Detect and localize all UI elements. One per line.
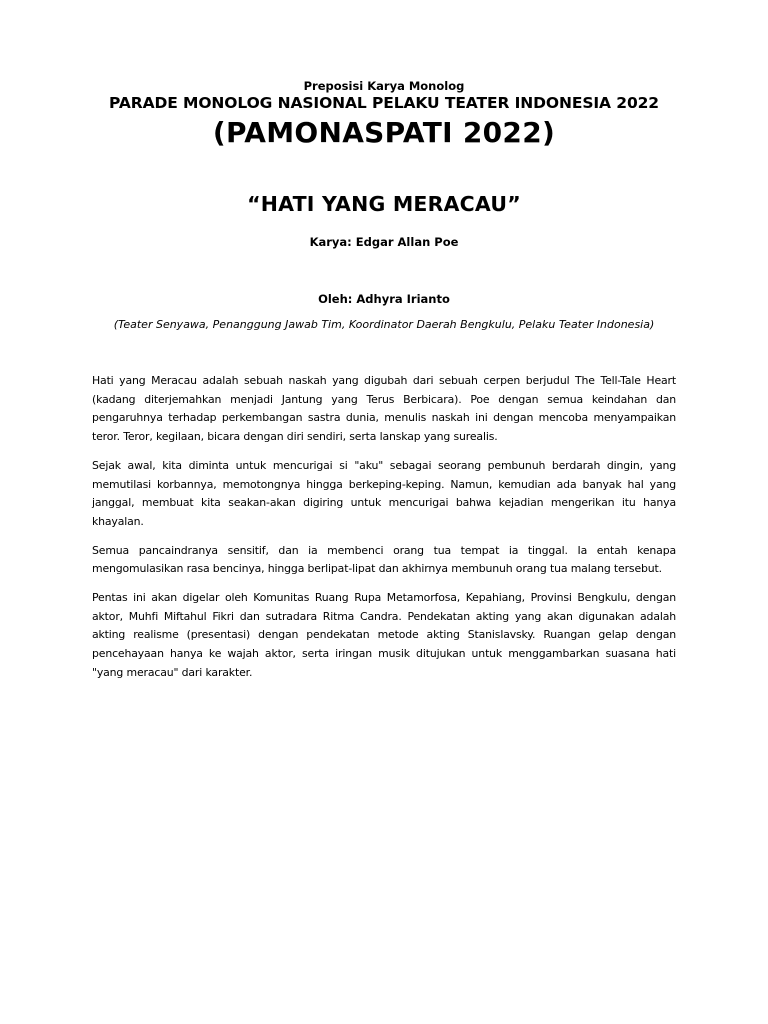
paragraph-1: Hati yang Meracau adalah sebuah naskah yang digubah dari sebuah cerpen berjudul The Tell-Tale Heart (kadang diterjemahkan menjadi Jantung yang Terus Berbicara). Poe dengan semua keindahan dan pengaruhnya terhadap perkembangan sastra dunia, menulis naskah ini dengan mencoba menyampaikan teror. Teror, kegilaan, bicara dengan diri sendiri, serta lanskap yang surealis. [92, 374, 676, 444]
paragraph-4: Pentas ini akan digelar oleh Komunitas Ruang Rupa Metamorfosa, Kepahiang, Provinsi Bengkulu, dengan aktor, Muhfi Miftahul Fikri dan sutradara Ritma Candra. Pendekatan akting yang akan digunakan adalah akting realisme (presentasi) dengan pendekatan metode akting Stanislavsky. Ruangan gelap dengan pencehayaan hanya ke wajah aktor, serta iringan musik ditujukan untuk menggambarkan suasana hati "yang meracau" dari karakter. [92, 591, 676, 679]
by-line: Oleh: Adhyra Irianto [318, 292, 450, 306]
event-title: PARADE MONOLOG NASIONAL PELAKU TEATER INDONESIA 2022 [109, 94, 659, 112]
body-text [92, 372, 676, 693]
author-line: Karya: Edgar Allan Poe [309, 235, 459, 249]
event-abbreviation: (PAMONASPATI 2022) [212, 116, 556, 149]
paragraph-2: Sejak awal, kita diminta untuk mencurigai si "aku" sebagai seorang pembunuh berdarah dingin, yang memutilasi korbannya, memotongnya hingga berkeping-keping. Namun, kemudian ada banyak hal yang janggal, membuat kita seakan-akan digiring untuk mencurigai bahwa kejadian mengerikan itu hanya khayalan. [92, 458, 676, 528]
affiliation-line: (Teater Senyawa, Penanggung Jawab Tim, Koordinator Daerah Bengkulu, Pelaku Teater Indonesia) [113, 318, 655, 331]
work-title: “HATI YANG MERACAU” [247, 192, 521, 216]
paragraph-3: Semua pancaindranya sensitif, dan ia membenci orang tua tempat ia tinggal. Ia entah kenapa mengomulasikan rasa bencinya, hingga berlipat-lipat dan akhirnya membunuh orang tua malang tersebut. [92, 543, 676, 576]
pre-title: Preposisi Karya Monolog [303, 79, 465, 93]
